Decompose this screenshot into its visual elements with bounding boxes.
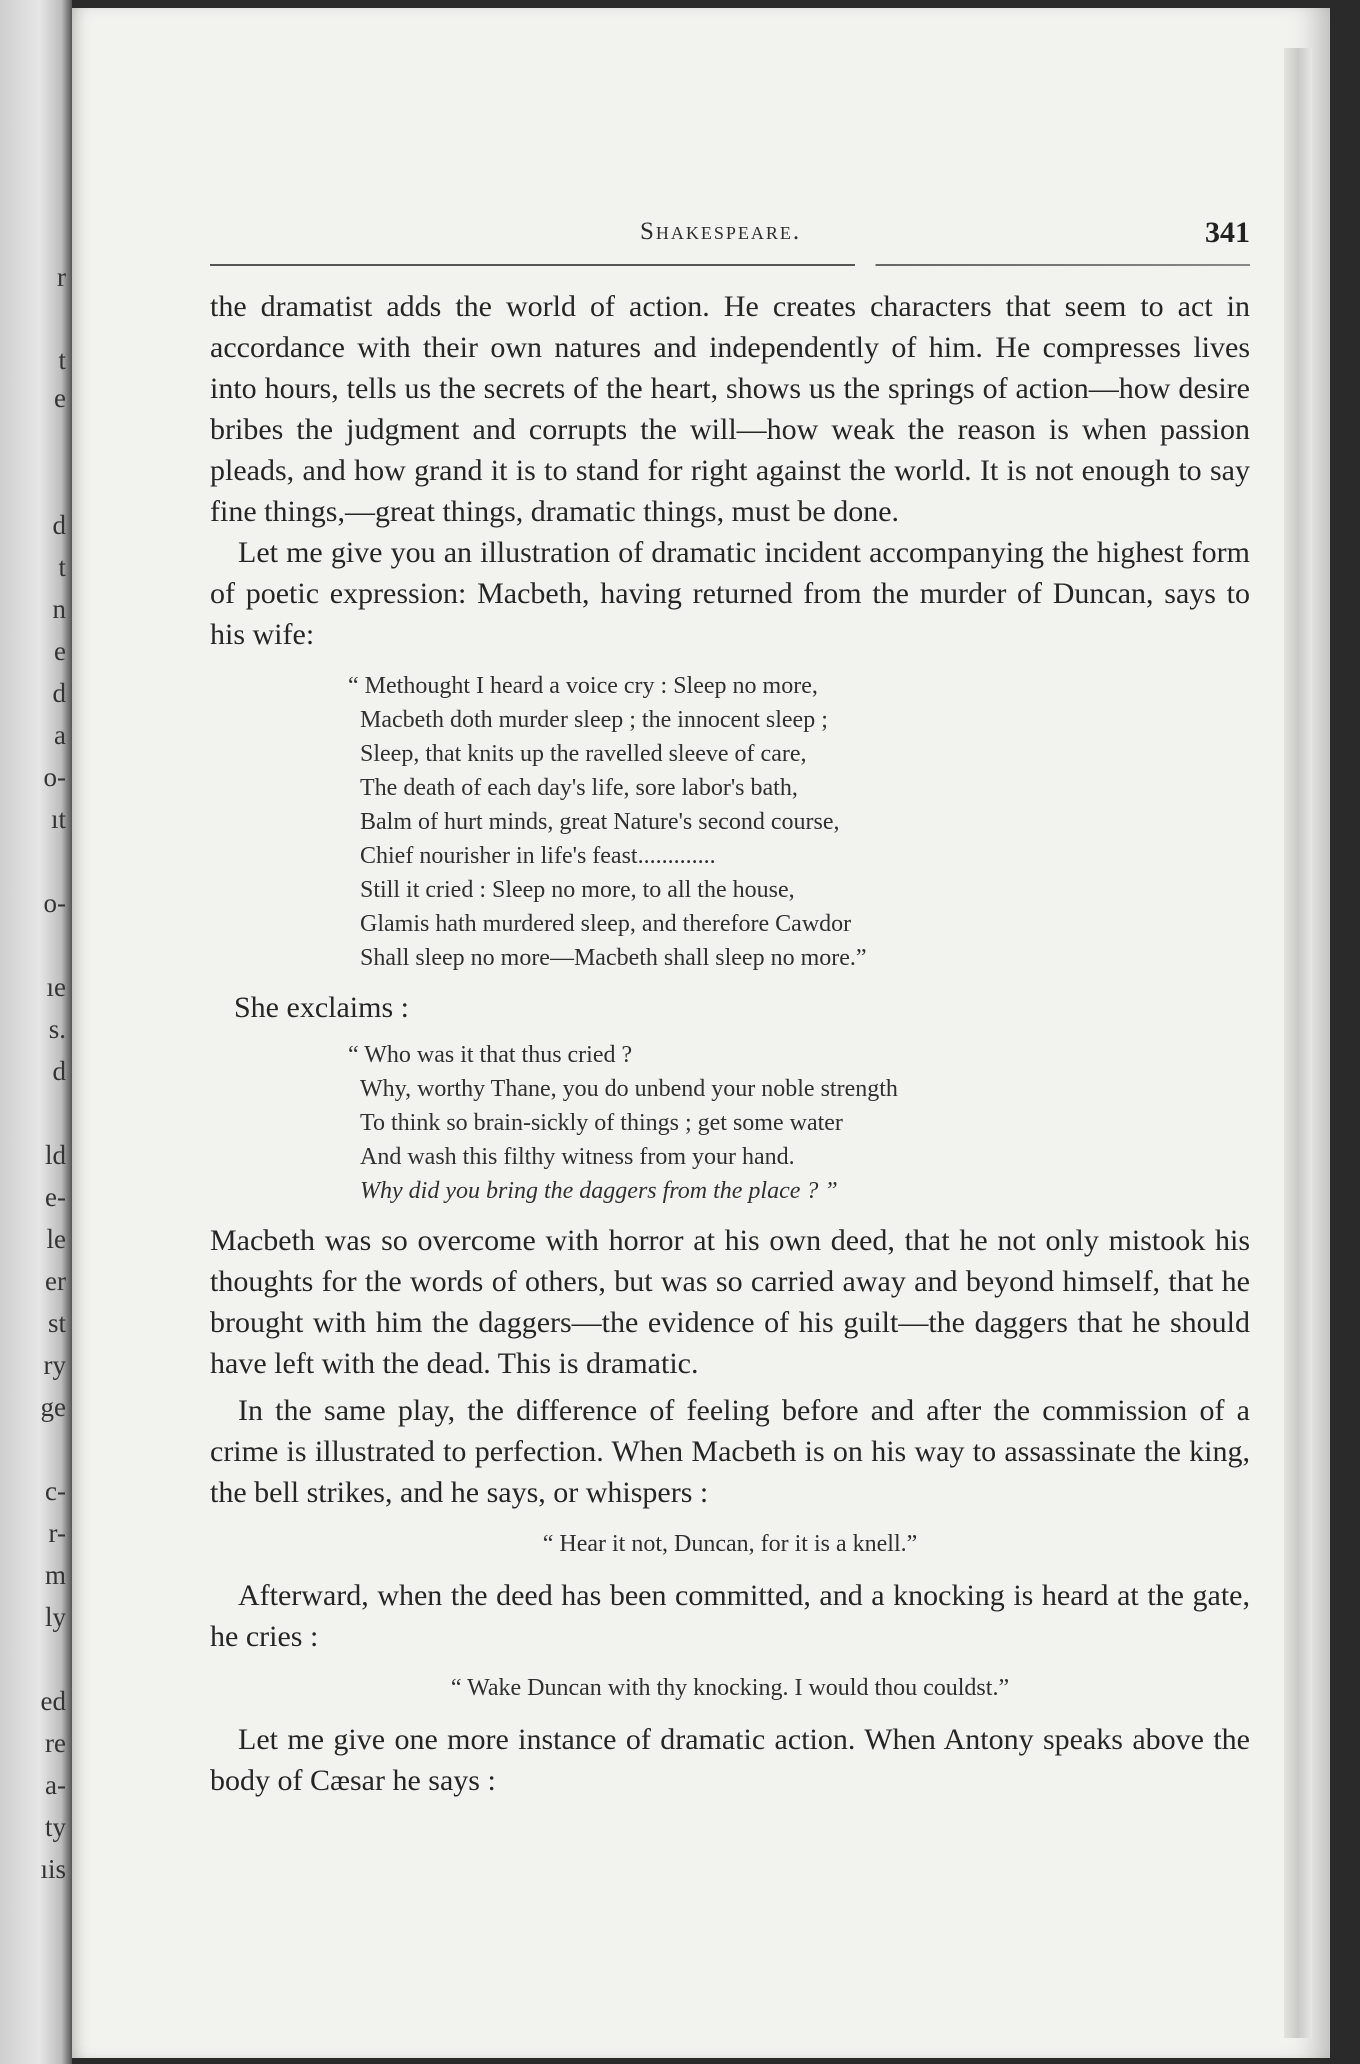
margin-fragment: t bbox=[58, 345, 66, 375]
margin-fragment: ty bbox=[44, 1812, 66, 1842]
paragraph: She exclaims : bbox=[234, 991, 409, 1024]
margin-fragment: s. bbox=[48, 1014, 66, 1044]
verse-line-italic: Why did you bring the daggers from the place ? ” bbox=[360, 1178, 838, 1204]
margin-fragment: ly bbox=[44, 1602, 66, 1632]
paragraph: In the same play, the difference of feeling before and after the commission of a crime is illustrated to perfection. When Macbeth is on his way to assassinate the king, the bell strikes, and he says, or whispers : bbox=[210, 1394, 1250, 1509]
margin-fragment: e- bbox=[45, 1182, 66, 1212]
margin-fragment: d bbox=[52, 510, 66, 540]
margin-fragment: n bbox=[52, 594, 66, 624]
margin-fragment: le bbox=[46, 1224, 66, 1254]
margin-fragment: e bbox=[54, 636, 66, 666]
margin-fragment: r- bbox=[48, 1518, 66, 1548]
margin-fragment: o- bbox=[43, 762, 66, 792]
margin-fragment: ge bbox=[40, 1392, 66, 1422]
running-header bbox=[210, 216, 1250, 266]
book-page bbox=[72, 8, 1330, 2058]
verse-line: To think so brain-sickly of things ; get some water bbox=[360, 1110, 843, 1136]
page-number: 341 bbox=[1205, 216, 1250, 249]
verse-line: Balm of hurt minds, great Nature's second course, bbox=[360, 809, 840, 835]
margin-fragment: ıt bbox=[50, 804, 66, 834]
verse-line: The death of each day's life, sore labor's bath, bbox=[360, 775, 798, 801]
running-title: Shakespeare. bbox=[640, 218, 802, 245]
paragraph: Afterward, when the deed has been committed, and a knocking is heard at the gate, he cries : bbox=[210, 1579, 1250, 1653]
page-edge-shadow bbox=[1284, 48, 1312, 2038]
verse-line: Still it cried : Sleep no more, to all the house, bbox=[360, 877, 795, 903]
verse-line: Chief nourisher in life's feast............. bbox=[360, 843, 716, 869]
verse-quote: “ Hear it not, Duncan, for it is a knell.” bbox=[542, 1531, 918, 1557]
margin-fragment: ıis bbox=[40, 1854, 66, 1884]
margin-fragment: re bbox=[45, 1728, 66, 1758]
paragraph: Macbeth was so overcome with horror at his own deed, that he not only mistook his thoughts for the words of others, but was so carried away and beyond himself, that he brought with him the daggers—the evidence of his guilt—the daggers that he should have left with the dead. This is dramatic. bbox=[210, 1224, 1250, 1380]
margin-fragment: ld bbox=[44, 1140, 66, 1170]
verse-line: Sleep, that knits up the ravelled sleeve of care, bbox=[360, 741, 807, 767]
verse-line: Why, worthy Thane, you do unbend your noble strength bbox=[360, 1076, 898, 1102]
margin-fragment: ry bbox=[43, 1350, 66, 1380]
margin-fragment: o- bbox=[43, 888, 66, 918]
margin-fragment: m bbox=[44, 1560, 66, 1590]
verse-quote bbox=[210, 669, 1250, 975]
verse-line: Glamis hath murdered sleep, and therefore Cawdor bbox=[360, 911, 852, 937]
header-rule bbox=[210, 264, 1250, 266]
paragraph: Let me give you an illustration of dramatic incident accompanying the highest form of poetic expression: Macbeth, having returned from the murder of Duncan, says to his wife: bbox=[210, 536, 1250, 651]
verse-quote: “ Wake Duncan with thy knocking. I would thou couldst.” bbox=[450, 1675, 1010, 1701]
margin-fragment: d bbox=[52, 1056, 66, 1086]
margin-fragment: a- bbox=[45, 1770, 66, 1800]
verse-quote bbox=[210, 1038, 1250, 1208]
facing-page-edge bbox=[0, 0, 72, 2064]
verse-line: “ Who was it that thus cried ? bbox=[348, 1042, 633, 1068]
margin-fragment: d bbox=[52, 678, 66, 708]
margin-fragment: ıe bbox=[46, 972, 66, 1002]
verse-line: Macbeth doth murder sleep ; the innocent sleep ; bbox=[360, 707, 828, 733]
paragraph: Let me give one more instance of dramatic action. When Antony speaks above the body of Cæsar he says : bbox=[210, 1723, 1250, 1797]
page-body bbox=[210, 286, 1250, 1801]
verse-line: And wash this filthy witness from your hand. bbox=[360, 1144, 795, 1170]
verse-line: Shall sleep no more—Macbeth shall sleep no more.” bbox=[360, 945, 867, 971]
verse-line: “ Methought I heard a voice cry : Sleep no more, bbox=[348, 673, 818, 699]
margin-fragment: st bbox=[47, 1308, 66, 1338]
margin-fragment: r bbox=[57, 262, 66, 292]
paragraph: the dramatist adds the world of action. He creates characters that seem to act in accordance with their own natures and independently of him. He compresses lives into hours, tells us the secrets of the heart, shows us the springs of action—how desire bribes the judgment and corrupts the will—how weak the reason is when passion pleads, and how grand it is to stand for right against the world. It is not enough to say fine things,—great things, dramatic things, must be done. bbox=[210, 290, 1250, 528]
margin-fragment: e bbox=[54, 383, 66, 413]
margin-fragment: c- bbox=[45, 1476, 66, 1506]
margin-fragment: er bbox=[45, 1266, 66, 1296]
margin-fragment: a bbox=[54, 720, 66, 750]
margin-fragment: t bbox=[58, 552, 66, 582]
margin-fragment: ed bbox=[40, 1686, 66, 1716]
